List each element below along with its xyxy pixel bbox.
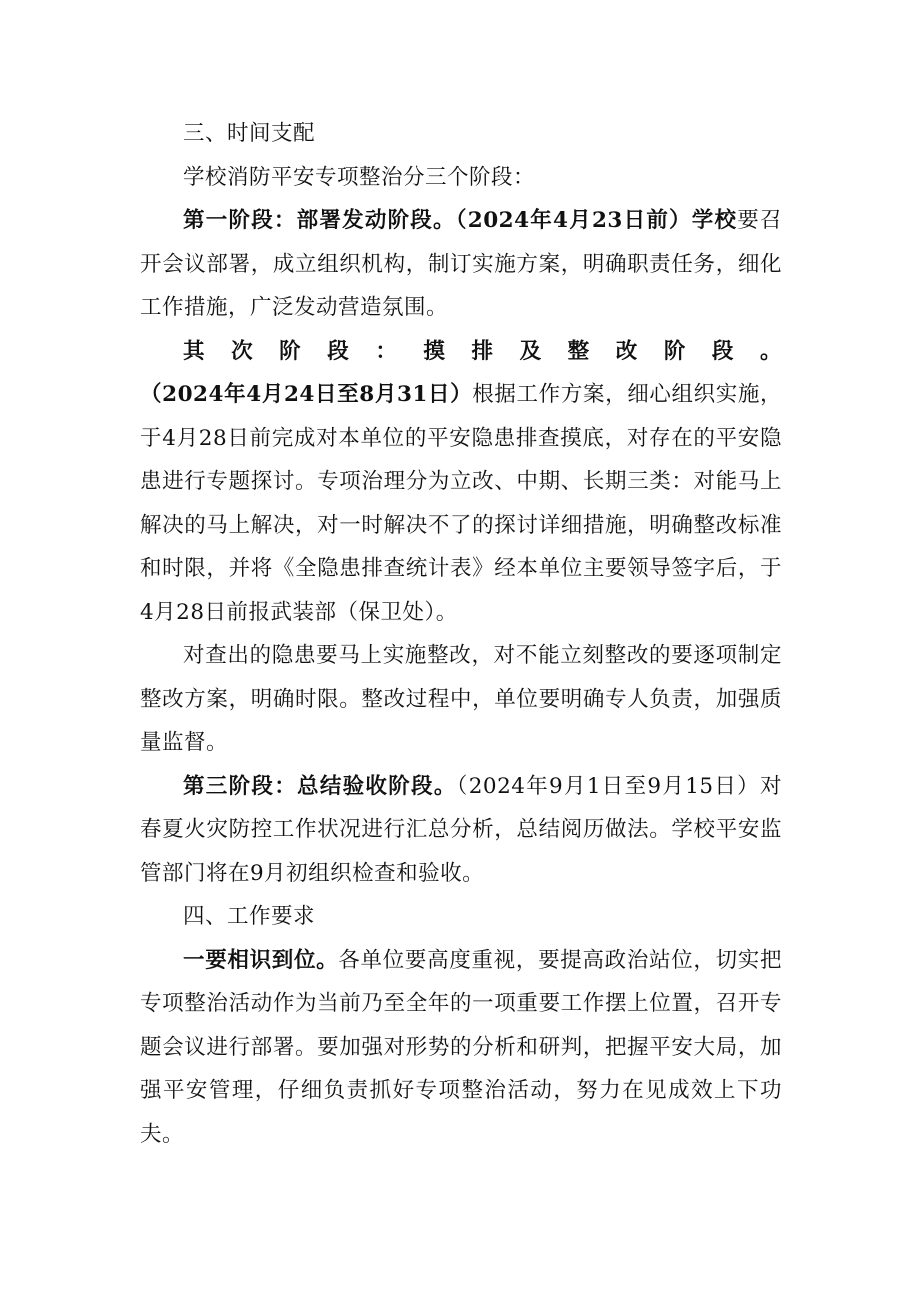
stage-three-label: 第三阶段：总结验收阶段。 xyxy=(183,773,457,799)
section-three-heading: 三、时间支配 xyxy=(183,121,316,146)
stage-one-paragraph xyxy=(140,199,782,330)
stage-two-paragraph xyxy=(140,330,782,635)
requirement-one-text: 各单位要高度重视，要提高政治站位，切实把专项整治活动作为当前乃至全年的一项重要工作摆上位置，召开专题会议进行部署。要加强对形势的分析和研判，把握平安大局，加强平安管理，仔细负责抓好专项整治活动，努力在见成效上下功夫。 xyxy=(140,947,782,1147)
requirement-one-label: 一要相识到位。 xyxy=(183,947,339,973)
stage-three-paragraph xyxy=(140,765,782,896)
section-four-heading: 四、工作要求 xyxy=(183,904,316,929)
stage-one-text: 要召开会议部署，成立组织机构，制订实施方案，明确职责任务，细化工作措施，广泛发动营造氛围。 xyxy=(140,208,782,320)
stage-two-label: 其次阶段：摸排及整改阶段。 xyxy=(183,338,782,364)
stage-two-text: 根据工作方案，细心组织实施，于4月28日前完成对本单位的平安隐患排查摸底，对存在的平安隐患进行专题探讨。专项治理分为立改、中期、长期三类：对能马上解决的马上解决，对一时解决不了的探讨详细措施，明确整改标准和时限，并将《全隐患排查统计表》经本单位主要领导签字后，于4月28日前报武装部（保卫处）。 xyxy=(140,382,782,625)
stage-one-label: 第一阶段：部署发动阶段。（2024年4月23日前）学校 xyxy=(183,208,738,233)
stage-two-date: （2024年4月24日至8月31日） xyxy=(140,382,473,407)
stage-three-text: （2024年9月1日至9月15日）对春夏火灾防控工作状况进行汇总分析，总结阅历做法。学校平安监管部门将在9月初组织检查和验收。 xyxy=(140,773,782,886)
rectification-paragraph: 对查出的隐患要马上实施整改，对不能立刻整改的要逐项制定整改方案，明确时限。整改过程中，单位要明确专人负责，加强质量监督。 xyxy=(140,643,782,755)
requirement-one-paragraph xyxy=(140,939,782,1157)
section-three-intro: 学校消防平安专项整治分三个阶段： xyxy=(183,164,536,190)
